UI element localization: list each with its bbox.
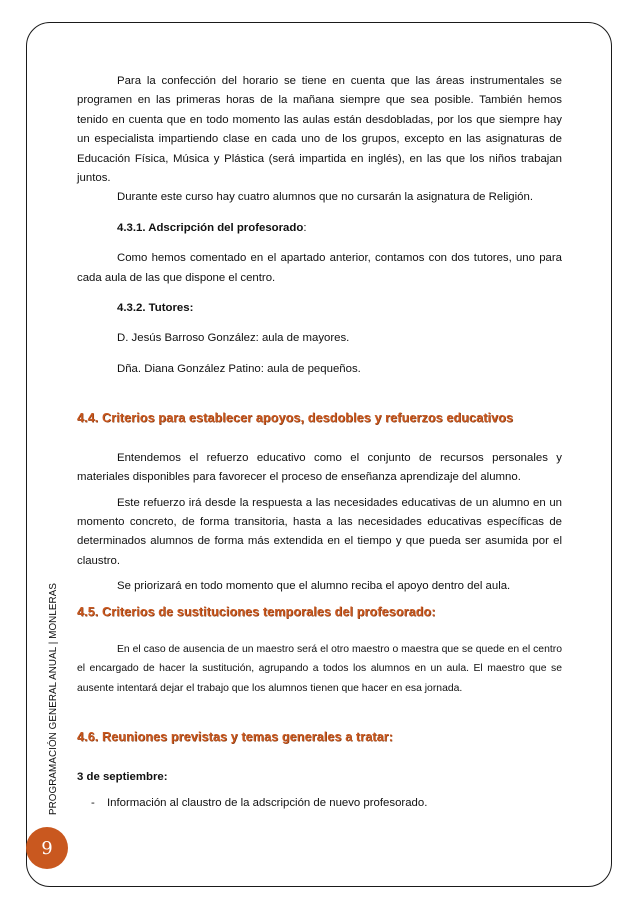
paragraph-refuerzo-alcance: Este refuerzo irá desde la respuesta a las necesidades educativas de un alumno en un momento concreto, de forma transitoria, hasta a las necesidades educativas específicas de determinados alumnos de forma más extendida en el tiempo y que pueda ser asumida por el claustro. (77, 496, 562, 567)
paragraph-horario: Para la confección del horario se tiene en cuenta que las áreas instrumentales se programen en las primeras horas de la mañana siempre que sea posible. También hemos tenido en cuenta que en todo momento las aulas están desdobladas, por los que siempre hay un especialista impartiendo clase en cada uno de los grupos, excepto en las asignaturas de Educación Física, Música y Plástica (será impartida en inglés), en las que los niños trabajan juntos. (77, 75, 562, 185)
subsection-4-3-1 (77, 219, 562, 238)
page-number-badge (26, 827, 68, 869)
page-number: 9 (41, 837, 53, 859)
heading-4-5: 4.5. Criterios de sustituciones temporales del profesorado: (77, 604, 436, 619)
paragraph-sustituciones: En el caso de ausencia de un maestro será el otro maestro o maestra que se quede en el centro el encargado de hacer la sustitución, agrupando a todos los alumnos en un aula. El maestro que se ausente intentará dejar el trabajo que los alumnos tienen que hacer en esa jornada. (77, 643, 562, 694)
tutor-pequenos: Dña. Diana González Patino: aula de pequeños. (117, 362, 361, 375)
bullet-text: Información al claustro de la adscripción de nuevo profesorado. (107, 796, 428, 809)
list-item (77, 794, 562, 813)
subsection-4-3-1-colon: : (303, 221, 307, 234)
bullet-dash: - (91, 796, 95, 809)
sidebar-document-title: PROGRAMACIÓN GENERAL ANUAL | MONLERAS (48, 583, 59, 815)
paragraph-tutores-intro: Como hemos comentado en el apartado anterior, contamos con dos tutores, uno para cada aula de las que dispone el centro. (77, 252, 562, 284)
paragraph-apoyo-aula: Se priorizará en todo momento que el alumno reciba el apoyo dentro del aula. (117, 580, 511, 593)
paragraph-religion: Durante este curso hay cuatro alumnos que no cursarán la asignatura de Religión. (117, 191, 534, 204)
date-3-septiembre: 3 de septiembre: (77, 770, 168, 783)
paragraph-refuerzo-definicion: Entendemos el refuerzo educativo como el conjunto de recursos personales y materiales disponibles para favorecer el proceso de enseñanza aprendizaje del alumno. (77, 451, 562, 484)
subsection-4-3-2-title: 4.3.2. Tutores: (117, 302, 194, 315)
heading-4-4: 4.4. Criterios para establecer apoyos, desdobles y refuerzos educativos (77, 411, 514, 426)
tutor-mayores: D. Jesús Barroso González: aula de mayores. (117, 332, 350, 345)
document-body (77, 72, 562, 813)
heading-4-6: 4.6. Reuniones previstas y temas generales a tratar: (77, 730, 393, 745)
subsection-4-3-1-title: 4.3.1. Adscripción del profesorado (117, 221, 304, 234)
